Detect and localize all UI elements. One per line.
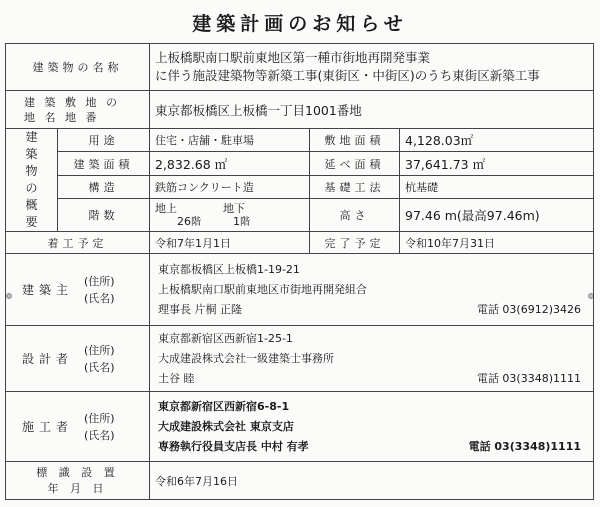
building-name-line1: 上板橋駅南口駅前東地区第一種市街地再開発事業 — [155, 50, 431, 65]
value-floors — [150, 199, 310, 232]
owner-role: 建築主 — [22, 283, 74, 297]
label-designer: 設計者 (住所) (氏名) — [6, 326, 150, 392]
value-foundation: 杭基礎 — [400, 175, 594, 198]
value-total-floor-area: 37,641.73 ㎡ — [400, 152, 594, 175]
designer-person: 土谷 睦 電話 03(3348)1111 — [158, 369, 588, 389]
value-designer — [150, 326, 594, 392]
owner-address: 東京都板橋区上板橋1-19-21 — [158, 262, 300, 276]
label-completion: 完了予定 — [310, 232, 400, 254]
value-building-name — [150, 44, 594, 91]
label-floors: 階数 — [58, 199, 150, 232]
owner-company: 上板橋駅南口駅前東地区市街地再開発組合 — [158, 282, 367, 296]
contractor-person: 専務執行役員支店長 中村 有孝 電話 03(3348)1111 — [158, 437, 588, 457]
value-site-address: 東京都板橋区上板橋一丁目1001番地 — [150, 91, 594, 129]
designer-role: 設計者 — [22, 352, 74, 366]
contractor-address: 東京都新宿区西新宿6-8-1 — [158, 399, 290, 413]
label-contractor: 施工者 (住所) (氏名) — [6, 392, 150, 462]
contractor-phone: 電話 03(3348)1111 — [468, 439, 582, 453]
floors-above-label: 地上 — [155, 201, 177, 215]
value-building-area: 2,832.68 ㎡ — [150, 152, 310, 175]
row-structure — [6, 175, 594, 198]
value-structure: 鉄筋コンクリート造 — [150, 175, 310, 198]
label-structure: 構造 — [58, 175, 150, 198]
label-building-area: 建築面積 — [58, 152, 150, 175]
label-use: 用途 — [58, 129, 150, 152]
value-use: 住宅・店舗・駐車場 — [150, 129, 310, 152]
label-start: 着工予定 — [6, 232, 150, 254]
floors-below-count: 1 — [233, 214, 240, 228]
label-posted-line1: 標 識 設 置 — [36, 465, 119, 479]
value-start: 令和7年1月1日 — [150, 232, 310, 254]
label-total-floor-area: 延べ面積 — [310, 152, 400, 175]
value-posted: 令和6年7月16日 — [150, 462, 594, 500]
building-name-line2: に伴う施設建築物等新築工事(東街区・中街区)のうち東街区新築工事 — [155, 68, 540, 83]
floors-above-count: 26 — [177, 214, 191, 228]
label-site-address-line1: 建 築 敷 地 の — [24, 95, 120, 109]
info-table — [5, 43, 594, 500]
row-contractor — [6, 392, 594, 462]
owner-person: 理事長 片桐 正隆 電話 03(6912)3426 — [158, 300, 588, 320]
floors-below-label: 地下 — [223, 201, 245, 215]
row-posted — [6, 462, 594, 500]
designer-company: 大成建設株式会社一級建築士事務所 — [158, 351, 334, 365]
label-site-area: 敷地面積 — [310, 129, 400, 152]
floors-above-unit: 階 — [191, 216, 201, 228]
designer-address: 東京都新宿区西新宿1-25-1 — [158, 331, 293, 345]
value-site-area: 4,128.03㎡ — [400, 129, 594, 152]
contractor-role: 施工者 — [22, 420, 74, 434]
value-completion: 令和10年7月31日 — [400, 232, 594, 254]
row-site-address — [6, 91, 594, 129]
sign-title: 建築計画のお知らせ — [192, 13, 408, 35]
row-schedule — [6, 232, 594, 254]
designer-phone: 電話 03(3348)1111 — [476, 371, 582, 385]
label-site-address-line2: 地 名 地 番 — [24, 110, 100, 124]
contractor-company: 大成建設株式会社 東京支店 — [158, 419, 294, 433]
row-floors — [6, 199, 594, 232]
row-building-area — [6, 152, 594, 175]
value-contractor — [150, 392, 594, 462]
label-height: 高さ — [310, 199, 400, 232]
row-owner — [6, 254, 594, 326]
label-overview: 建 築 物 の 概 要 — [6, 129, 58, 232]
row-use — [6, 129, 594, 152]
label-owner: 建築主 (住所) (氏名) — [6, 254, 150, 326]
owner-phone: 電話 03(6912)3426 — [476, 302, 582, 316]
label-building-name: 建築物の名称 — [6, 44, 150, 91]
floors-below-unit: 階 — [240, 216, 250, 228]
value-height: 97.46 m(最高97.46m) — [400, 199, 594, 232]
label-posted-line2: 年 月 日 — [47, 481, 108, 495]
label-site-address — [6, 91, 150, 129]
row-building-name — [6, 44, 594, 91]
label-posted — [6, 462, 150, 500]
row-designer — [6, 326, 594, 392]
label-foundation: 基礎工法 — [310, 175, 400, 198]
value-owner — [150, 254, 594, 326]
